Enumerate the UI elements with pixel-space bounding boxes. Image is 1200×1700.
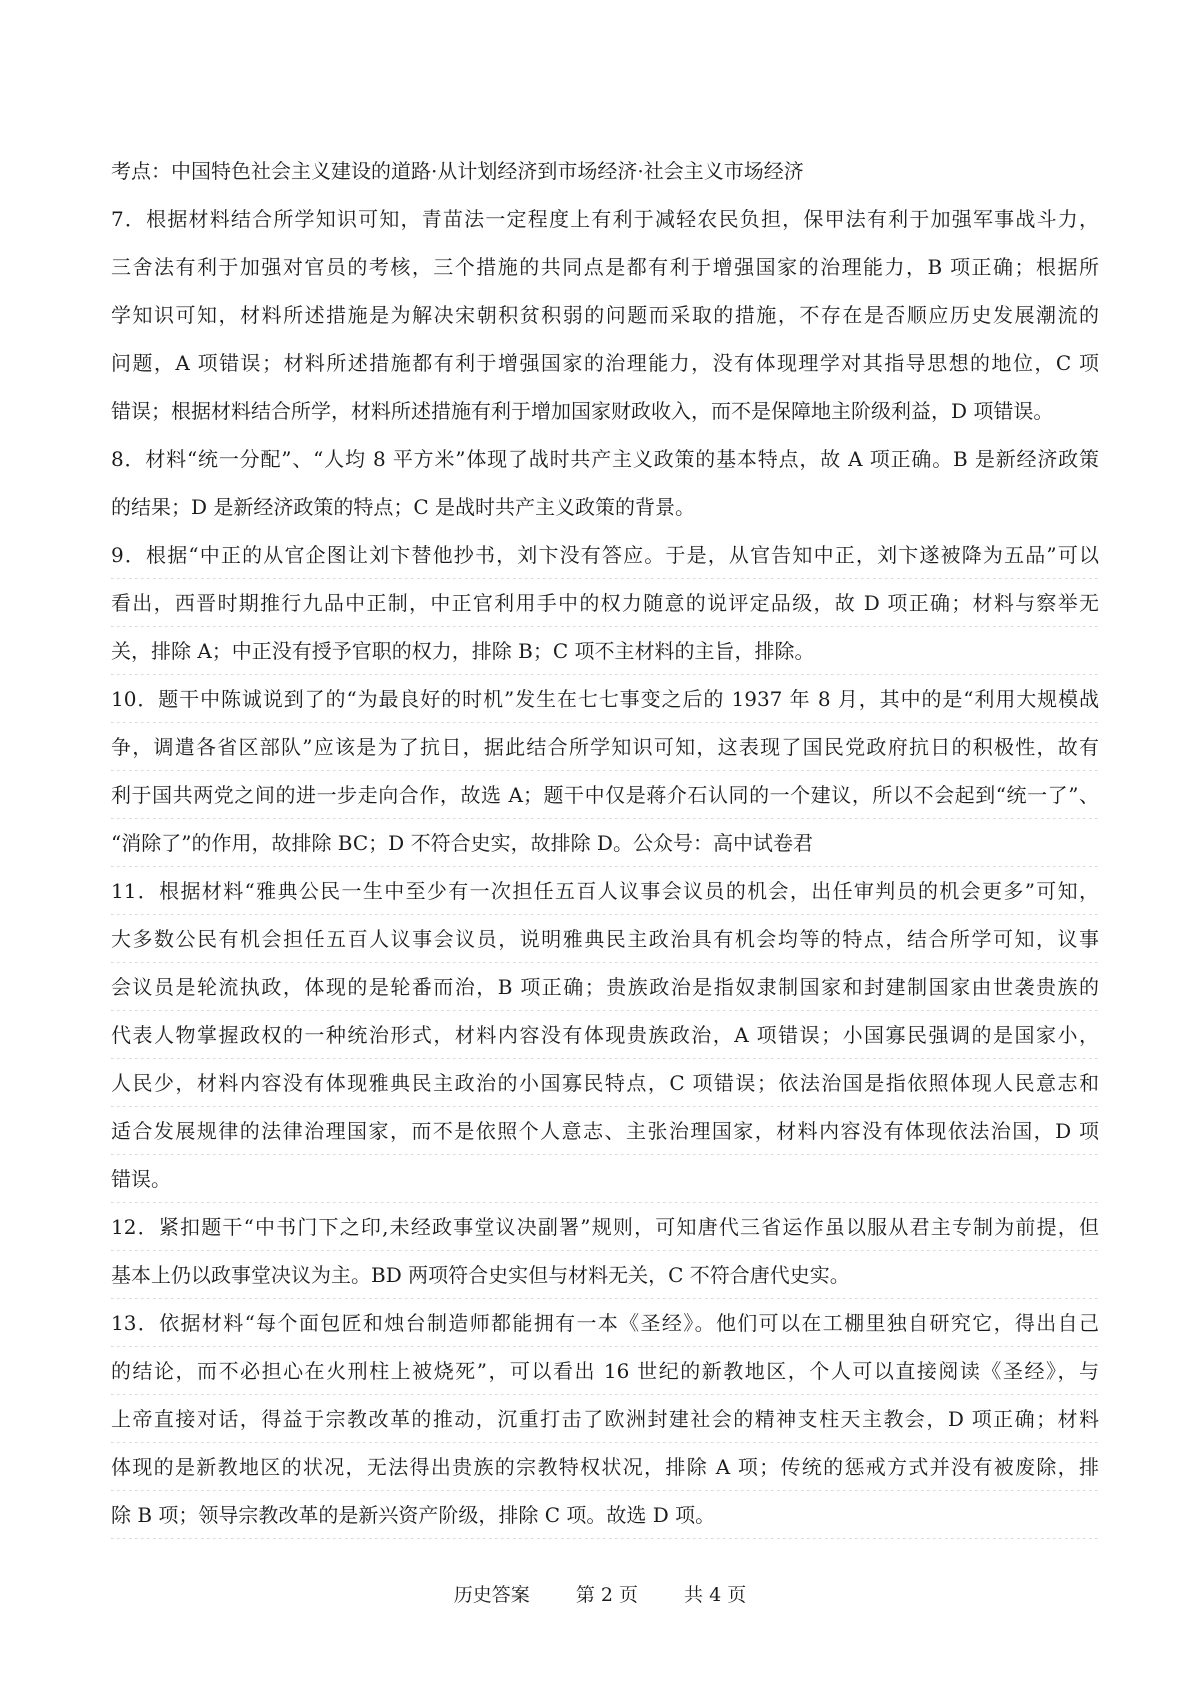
- answer-item: [111, 867, 1099, 1203]
- answer-line: 的结果；D 是新经济政策的特点；C 是战时共产主义政策的背景。: [111, 495, 696, 519]
- answer-line: 人民少，材料内容没有体现雅典民主政治的小国寡民特点，C 项错误；依法治国是指依照体现人民意志和: [111, 1059, 1099, 1107]
- answer-line: 会议员是轮流执政，体现的是轮番而治，B 项正确；贵族政治是指奴隶制国家和封建制国家由世袭贵族的: [111, 963, 1099, 1011]
- answer-line: 13．依据材料“每个面包匠和烛台制造师都能拥有一本《圣经》。他们可以在工棚里独自研究它，得出自己: [111, 1299, 1099, 1347]
- answer-line: 11．根据材料“雅典公民一生中至少有一次担任五百人议事会议员的机会，出任审判员的机会更多”可知，: [111, 867, 1099, 915]
- answer-line: 问题，A 项错误；材料所述措施都有利于增强国家的治理能力，没有体现理学对其指导思想的地位，C 项: [111, 351, 1099, 375]
- answer-line: 体现的是新教地区的状况，无法得出贵族的宗教特权状况，排除 A 项；传统的惩戒方式并没有被废除，排: [111, 1443, 1099, 1491]
- answer-line: 除 B 项；领导宗教改革的是新兴资产阶级，排除 C 项。故选 D 项。: [111, 1491, 1099, 1539]
- answer-line: 学知识可知，材料所述措施是为解决宋朝积贫积弱的问题而采取的措施，不存在是否顺应历史发展潮流的: [111, 303, 1099, 327]
- answer-line: 三舍法有利于加强对官员的考核，三个措施的共同点是都有利于增强国家的治理能力，B 项正确；根据所: [111, 255, 1099, 279]
- answer-item: [111, 531, 1099, 675]
- footer-subject: 历史答案: [453, 1584, 530, 1606]
- answer-line: 错误；根据材料结合所学，材料所述措施有利于增加国家财政收入，而不是保障地主阶级利益，D 项错误。: [111, 399, 1054, 423]
- answer-line: 上帝直接对话，得益于宗教改革的推动，沉重打击了欧洲封建社会的精神支柱天主教会，D 项正确；材料: [111, 1395, 1099, 1443]
- answer-line: 错误。: [111, 1155, 1099, 1203]
- answer-item: [111, 195, 1099, 435]
- answer-item: [111, 1299, 1099, 1539]
- answer-body: [111, 147, 1099, 1539]
- answer-line: 争，调遣各省区部队”应该是为了抗日，据此结合所学知识可知，这表现了国民党政府抗日的积极性，故有: [111, 723, 1099, 771]
- answer-line: 基本上仍以政事堂决议为主。BD 两项符合史实但与材料无关，C 不符合唐代史实。: [111, 1251, 1099, 1299]
- answer-line: 8．材料“统一分配”、“人均 8 平方米”体现了战时共产主义政策的基本特点，故 A 项正确。B 是新经济政策: [111, 447, 1099, 471]
- answer-item: [111, 435, 1099, 531]
- exam-point-line: 考点：中国特色社会主义建设的道路·从计划经济到市场经济·社会主义市场经济: [111, 159, 804, 183]
- answer-line: 利于国共两党之间的进一步走向合作，故选 A；题干中仅是蒋介石认同的一个建议，所以不会起到“统一了”、: [111, 771, 1099, 819]
- answer-line: 9．根据“中正的从官企图让刘卞替他抄书，刘卞没有答应。于是，从官告知中正，刘卞遂被降为五品”可以: [111, 531, 1099, 579]
- answer-line: 大多数公民有机会担任五百人议事会议员，说明雅典民主政治具有机会均等的特点，结合所学可知，议事: [111, 915, 1099, 963]
- answer-line: 关，排除 A；中正没有授予官职的权力，排除 B；C 项不主材料的主旨，排除。: [111, 627, 1099, 675]
- answer-line: 7．根据材料结合所学知识可知，青苗法一定程度上有利于减轻农民负担，保甲法有利于加强军事战斗力，: [111, 207, 1099, 231]
- answer-line: 的结论，而不必担心在火刑柱上被烧死”，可以看出 16 世纪的新教地区，个人可以直接阅读《圣经》，与: [111, 1347, 1099, 1395]
- answer-line: 12．紧扣题干“中书门下之印,未经政事堂议决副署”规则，可知唐代三省运作虽以服从君主专制为前提，但: [111, 1203, 1099, 1251]
- answer-line: “消除了”的作用，故排除 BC；D 不符合史实，故排除 D。公众号：高中试卷君: [111, 819, 1099, 867]
- footer-page-total: 共 4 页: [684, 1584, 747, 1606]
- answer-item: [111, 675, 1099, 867]
- answer-line: 看出，西晋时期推行九品中正制，中正官利用手中的权力随意的说评定品级，故 D 项正确；材料与察举无: [111, 579, 1099, 627]
- answer-item: [111, 1203, 1099, 1299]
- page-footer: [0, 1578, 1200, 1612]
- answer-line: 代表人物掌握政权的一种统治形式，材料内容没有体现贵族政治，A 项错误；小国寡民强调的是国家小，: [111, 1011, 1099, 1059]
- answer-line: 10．题干中陈诚说到了的“为最良好的时机”发生在七七事变之后的 1937 年 8 月，其中的是“利用大规模战: [111, 675, 1099, 723]
- answer-line: 适合发展规律的法律治理国家，而不是依照个人意志、主张治理国家，材料内容没有体现依法治国，D 项: [111, 1107, 1099, 1155]
- footer-page-number: 第 2 页: [575, 1584, 638, 1606]
